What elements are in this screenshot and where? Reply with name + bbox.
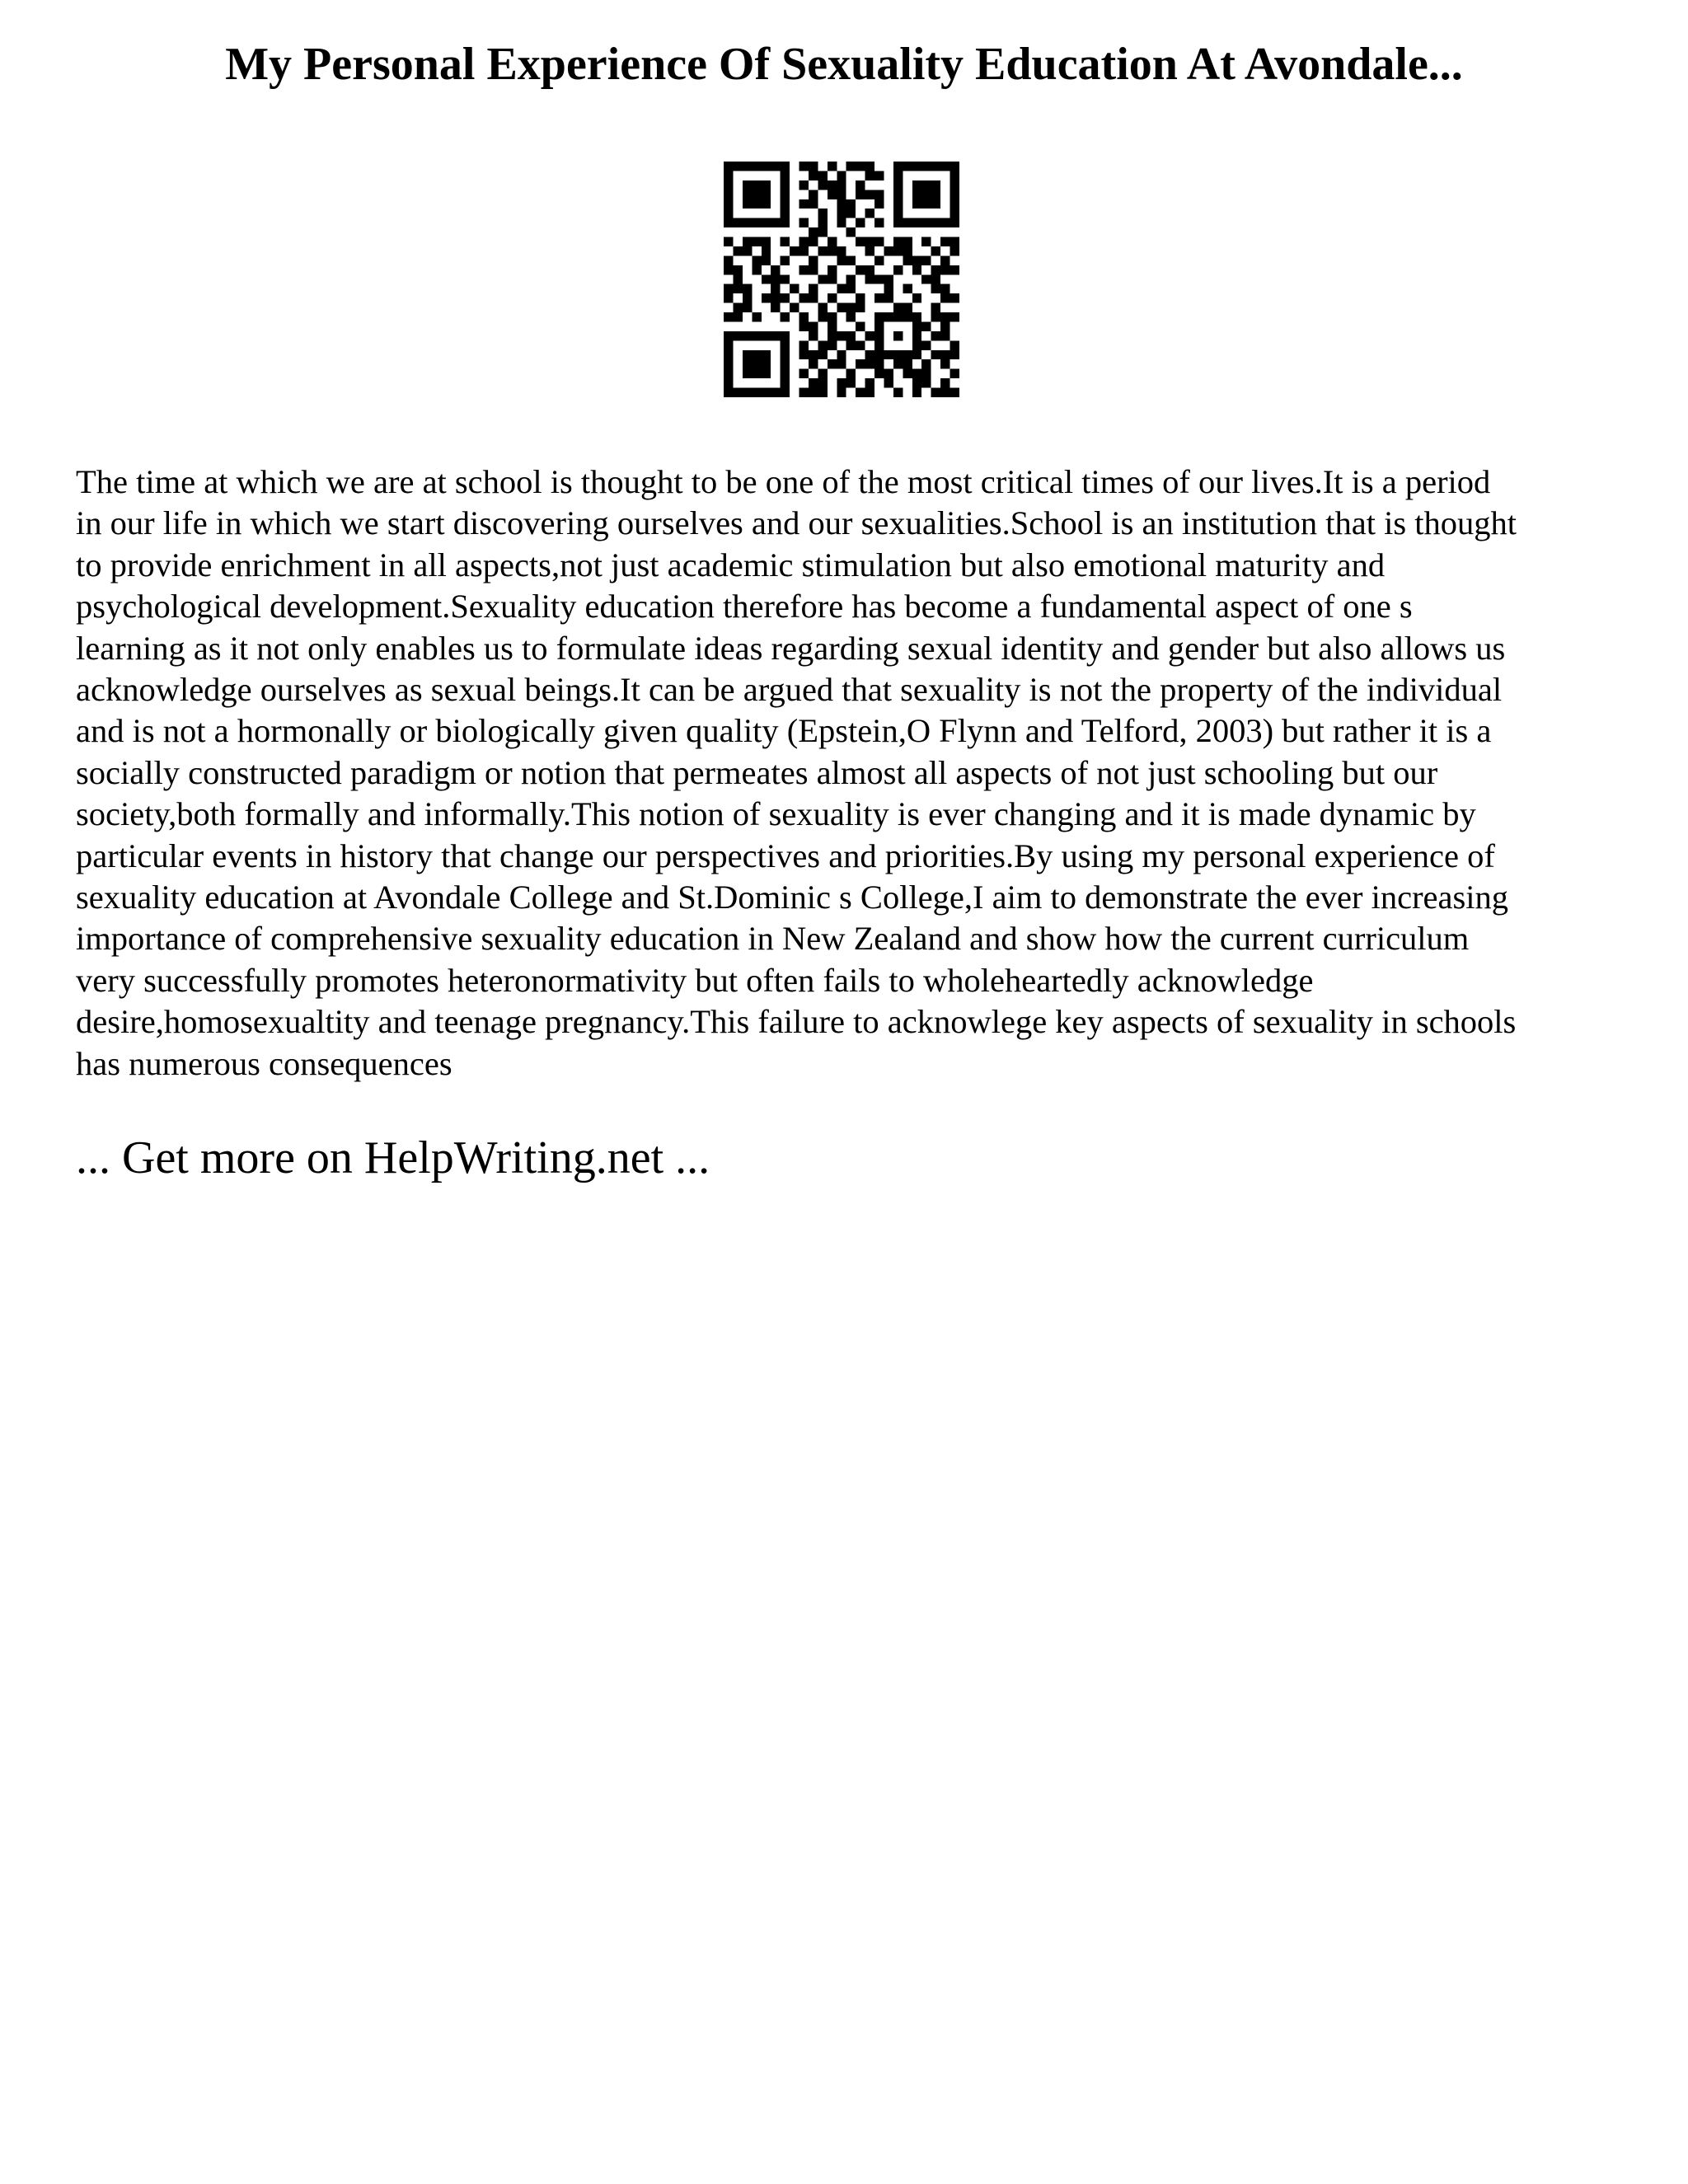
body-line: and is not a hormonally or biologically given quality (Epstein,O Flynn and Telford, 2003) but rather it is a: [76, 712, 1492, 750]
body-line: importance of comprehensive sexuality education in New Zealand and show how the current curriculum: [76, 920, 1470, 958]
body-line: to provide enrichment in all aspects,not just academic stimulation but also emotional maturity and: [76, 546, 1386, 583]
get-more-link[interactable]: ... Get more on HelpWriting.net ...: [76, 1132, 710, 1183]
body-line: learning as it not only enables us to formulate ideas regarding sexual identity and gender but also allows us: [76, 629, 1506, 667]
body-line: desire,homosexualtity and teenage pregnancy.This failure to acknowlege key aspects of sexuality in schools: [76, 1003, 1517, 1041]
body-line: psychological development.Sexuality education therefore has become a fundamental aspect of one s: [76, 588, 1413, 626]
body-line: society,both formally and informally.This notion of sexuality is ever changing and it is made dynamic by: [76, 795, 1476, 833]
body-line: has numerous consequences: [76, 1044, 452, 1082]
body-line: in our life in which we start discovering ourselves and our sexualities.School is an institution that is thought: [76, 504, 1517, 542]
body-line: socially constructed paradigm or notion that permeates almost all aspects of not just schooling but our: [76, 753, 1438, 791]
qr-code: [724, 162, 959, 397]
qr-code-icon: [724, 162, 959, 397]
body-line: acknowledge ourselves as sexual beings.It can be argued that sexuality is not the property of the individual: [76, 671, 1503, 709]
page-title: My Personal Experience Of Sexuality Education At Avondale...: [225, 39, 1463, 90]
body-line: sexuality education at Avondale College and St.Dominic s College,I aim to demonstrate the ever increasing: [76, 879, 1509, 916]
body-line: particular events in history that change our perspectives and priorities.By using my personal experience of: [76, 837, 1495, 874]
body-line: The time at which we are at school is thought to be one of the most critical times of our lives.It is a period: [76, 463, 1491, 500]
body-line: very successfully promotes heteronormativity but often fails to wholeheartedly acknowledge: [76, 961, 1314, 999]
body-paragraph: [76, 462, 1625, 1085]
